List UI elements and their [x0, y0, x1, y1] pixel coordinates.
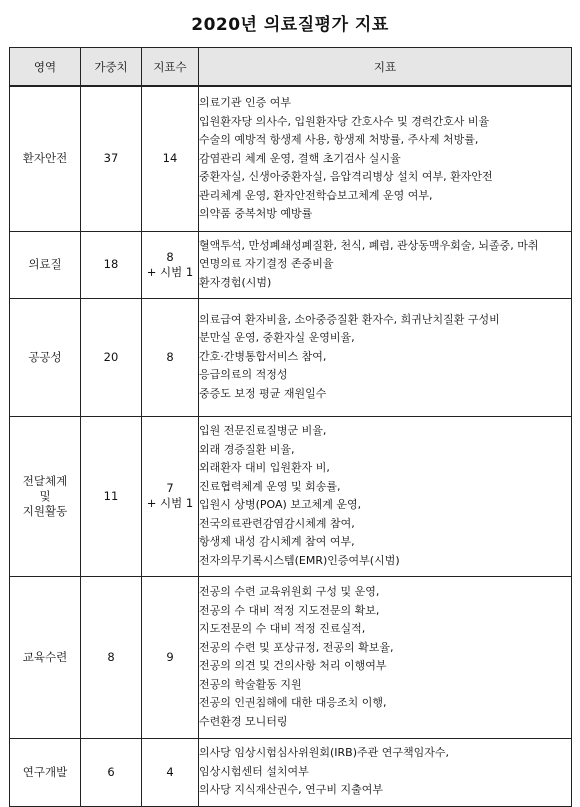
indicator-line: 임상시험센터 설치여부	[199, 764, 309, 778]
table-row	[10, 298, 572, 416]
count-cell	[142, 231, 199, 298]
indicator-line: 전공의 학술활동 지원	[199, 677, 302, 691]
header-count: 지표수	[142, 48, 199, 87]
indicator-line: 외래 경증질환 비율,	[199, 442, 295, 456]
indicator-line: 중증도 보정 평균 재원일수	[199, 386, 327, 400]
count-value: 4	[166, 764, 174, 779]
area-line: 전달체계	[22, 473, 68, 488]
indicator-line: 전국의료관련감염감시체계 참여,	[199, 516, 355, 530]
indicator-line: 입원시 상병(POA) 보고체계 운영,	[199, 498, 362, 511]
indicator-line: 전공의 수련 교육위원회 구성 및 운영,	[199, 585, 380, 598]
weight-cell: 11	[81, 416, 142, 576]
count-value: 14	[162, 151, 178, 166]
indicator-line: 감염관리 체계 운영, 결핵 초기검사 실시율	[199, 151, 401, 165]
indicator-table	[9, 47, 572, 807]
count-pilot: + 시범 1	[146, 496, 194, 510]
area-line: 및	[39, 488, 51, 503]
indicator-line: 전자의무기록시스템(EMR)인증여부(시범)	[199, 553, 400, 567]
indicator-line: 전공의 인권침해에 대한 대응조치 이행,	[199, 696, 387, 709]
indicator-line: 의료급여 환자비율, 소아중증질환 환자수, 희귀난치질환 구성비	[199, 312, 500, 326]
count-cell	[142, 298, 199, 416]
indicator-line: 의약품 중복처방 예방률	[199, 207, 313, 220]
indicator-line: 입원 전문진료질병군 비율,	[199, 424, 327, 437]
count-value: 7	[166, 481, 174, 495]
indicator-line: 중환자실, 신생아중환자실, 음압격리병상 설치 여부, 환자안전	[199, 170, 493, 183]
indicator-line: 환자경험(시범)	[199, 275, 272, 289]
indicator-line: 전공의 수련 및 포상규정, 전공의 확보율,	[199, 640, 394, 654]
header-indicators: 지표	[199, 48, 572, 87]
table-row	[10, 738, 572, 806]
weight-cell: 18	[81, 231, 142, 298]
indicator-line: 전공의 수 대비 적정 지도전문의 확보,	[199, 603, 380, 617]
area-cell: 연구개발	[10, 738, 81, 806]
indicator-line: 응급의료의 적정성	[199, 368, 288, 382]
indicator-line: 간호·간병통합서비스 참여,	[199, 349, 327, 363]
weight-cell: 6	[81, 738, 142, 806]
indicator-cell	[199, 86, 572, 231]
count-cell	[142, 576, 199, 738]
indicator-line: 연명의료 자기결정 존중비율	[199, 257, 334, 271]
indicator-line: 수련환경 모니터링	[199, 714, 288, 728]
count-cell	[142, 416, 199, 576]
area-cell	[10, 416, 81, 576]
indicator-cell	[199, 231, 572, 298]
area-cell: 공공성	[10, 298, 81, 416]
indicator-line: 전공의 의견 및 건의사항 처리 이행여부	[199, 659, 387, 672]
indicator-line: 수술의 예방적 항생제 사용, 항생제 처방률, 주사제 처방률,	[199, 133, 479, 146]
area-line: 지원활동	[22, 503, 68, 518]
indicator-line: 의료기관 인증 여부	[199, 96, 292, 109]
weight-cell: 37	[81, 86, 142, 231]
indicator-line: 의사당 임상시험심사위원회(IRB)주관 연구책임자수,	[199, 746, 450, 760]
indicator-line: 의사당 지식재산권수, 연구비 지출여부	[199, 783, 384, 797]
weight-cell: 20	[81, 298, 142, 416]
area-cell: 의료질	[10, 231, 81, 298]
indicator-line: 입원환자당 의사수, 입원환자당 간호사수 및 경력간호사 비율	[199, 114, 490, 128]
indicator-line: 혈액투석, 만성폐쇄성폐질환, 천식, 폐렴, 관상동맥우회술, 뇌졸중, 마취	[199, 238, 539, 252]
table-header-row	[10, 48, 572, 87]
indicator-line: 관리체계 운영, 환자안전학습보고체계 운영 여부,	[199, 188, 433, 202]
header-area: 영역	[10, 48, 81, 87]
indicator-line: 분만실 운영, 중환자실 운영비율,	[199, 331, 355, 345]
indicator-line: 항생제 내성 감시체계 참여 여부,	[199, 535, 355, 548]
table-row	[10, 86, 572, 231]
weight-cell: 8	[81, 576, 142, 738]
indicator-line: 지도전문의 수 대비 적정 진료실적,	[199, 622, 366, 635]
indicator-cell	[199, 298, 572, 416]
count-value: 8	[166, 249, 174, 264]
area-cell: 교육수련	[10, 576, 81, 738]
area-cell: 환자안전	[10, 86, 81, 231]
table-row	[10, 416, 572, 576]
indicator-line: 외래환자 대비 입원환자 비,	[199, 461, 330, 474]
indicator-cell	[199, 416, 572, 576]
count-pilot: + 시범 1	[146, 264, 194, 279]
count-cell	[142, 738, 199, 806]
indicator-line: 진료협력체계 운영 및 회송률,	[199, 479, 341, 493]
indicator-cell	[199, 738, 572, 806]
header-weight: 가중치	[81, 48, 142, 87]
count-value: 9	[166, 649, 174, 664]
table-row	[10, 576, 572, 738]
table-row	[10, 231, 572, 298]
indicator-cell	[199, 576, 572, 738]
count-cell	[142, 86, 199, 231]
count-value: 8	[166, 349, 174, 364]
page-title: 2020년 의료질평가 지표	[191, 15, 389, 35]
